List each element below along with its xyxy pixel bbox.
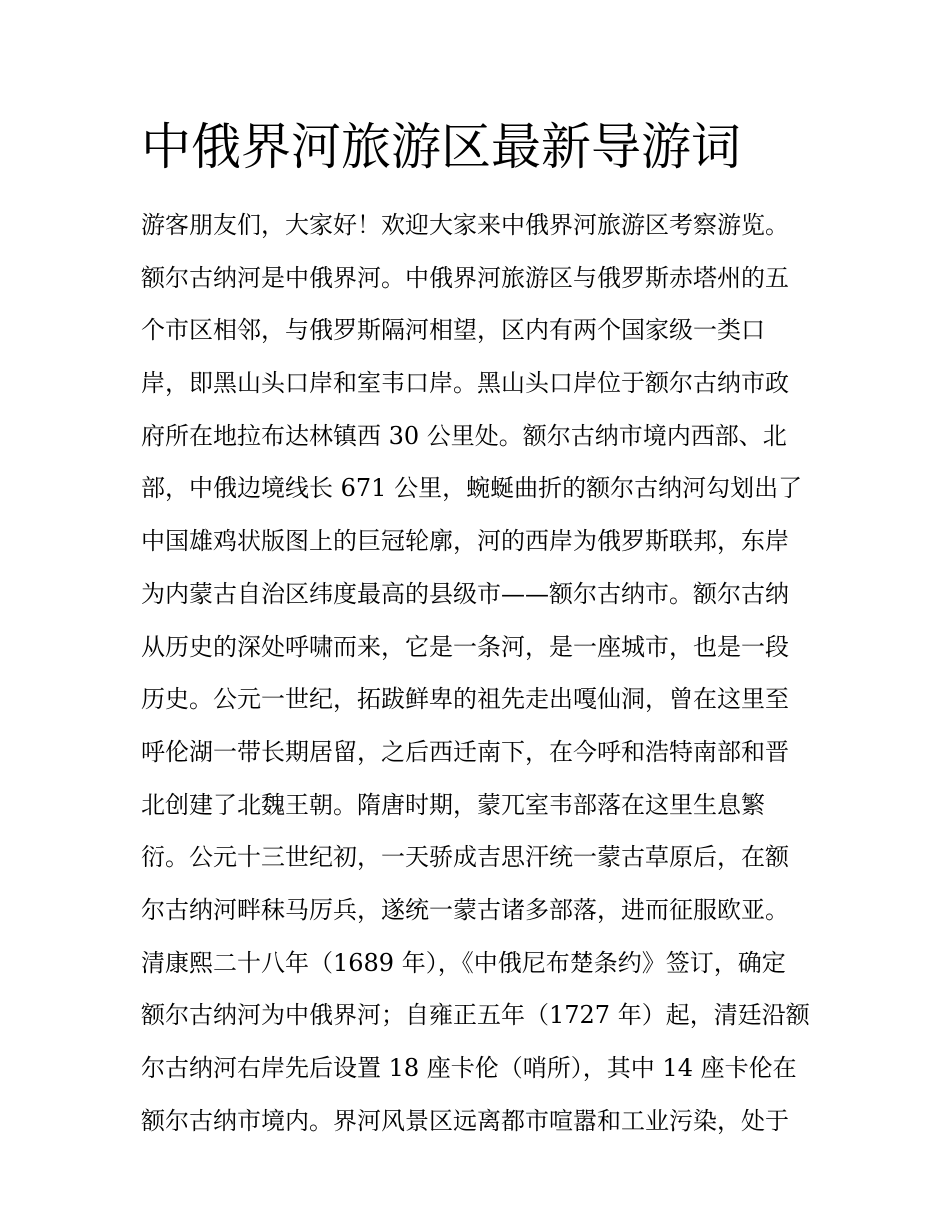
body-line: 额尔古纳河是中俄界河。中俄界河旅游区与俄罗斯赤塔州的五 <box>141 263 789 292</box>
body-line: 岸，即黑山头口岸和室韦口岸。黑山头口岸位于额尔古纳市政 <box>141 369 789 398</box>
document-body <box>141 199 821 1147</box>
body-line: 衍。公元十三世纪初，一天骄成吉思汗统一蒙古草原后，在额 <box>141 843 789 872</box>
body-line: 额尔古纳河为中俄界河；自雍正五年（1727 年）起，清廷沿额 <box>141 1001 810 1030</box>
body-line: 部，中俄边境线长 671 公里，蜿蜒曲折的额尔古纳河勾划出了 <box>141 474 803 503</box>
body-line: 尔古纳河畔秣马厉兵，遂统一蒙古诸多部落，进而征服欧亚。 <box>141 895 789 924</box>
body-line: 个市区相邻，与俄罗斯隔河相望，区内有两个国家级一类口 <box>141 316 765 345</box>
body-line: 历史。公元一世纪，拓跋鲜卑的祖先走出嘎仙洞，曾在这里至 <box>141 685 789 714</box>
document-title: 中俄界河旅游区最新导游词 <box>141 118 741 176</box>
body-line: 北创建了北魏王朝。隋唐时期，蒙兀室韦部落在这里生息繁 <box>141 790 765 819</box>
body-line: 清康熙二十八年（1689 年），《中俄尼布楚条约》签订，确定 <box>141 948 786 977</box>
body-line: 府所在地拉布达林镇西 30 公里处。额尔古纳市境内西部、北 <box>141 421 787 450</box>
body-line: 游客朋友们，大家好！欢迎大家来中俄界河旅游区考察游览。 <box>141 211 789 239</box>
body-line: 额尔古纳市境内。界河风景区远离都市喧嚣和工业污染，处于 <box>141 1106 789 1135</box>
body-line: 为内蒙古自治区纬度最高的县级市——额尔古纳市。额尔古纳 <box>141 579 789 608</box>
body-line: 尔古纳河右岸先后设置 18 座卡伦（哨所），其中 14 座卡伦在 <box>141 1054 797 1082</box>
body-line: 从历史的深处呼啸而来，它是一条河，是一座城市，也是一段 <box>141 632 789 661</box>
body-line: 中国雄鸡状版图上的巨冠轮廓，河的西岸为俄罗斯联邦，东岸 <box>141 527 789 556</box>
body-line: 呼伦湖一带长期居留，之后西迁南下，在今呼和浩特南部和晋 <box>141 737 789 766</box>
